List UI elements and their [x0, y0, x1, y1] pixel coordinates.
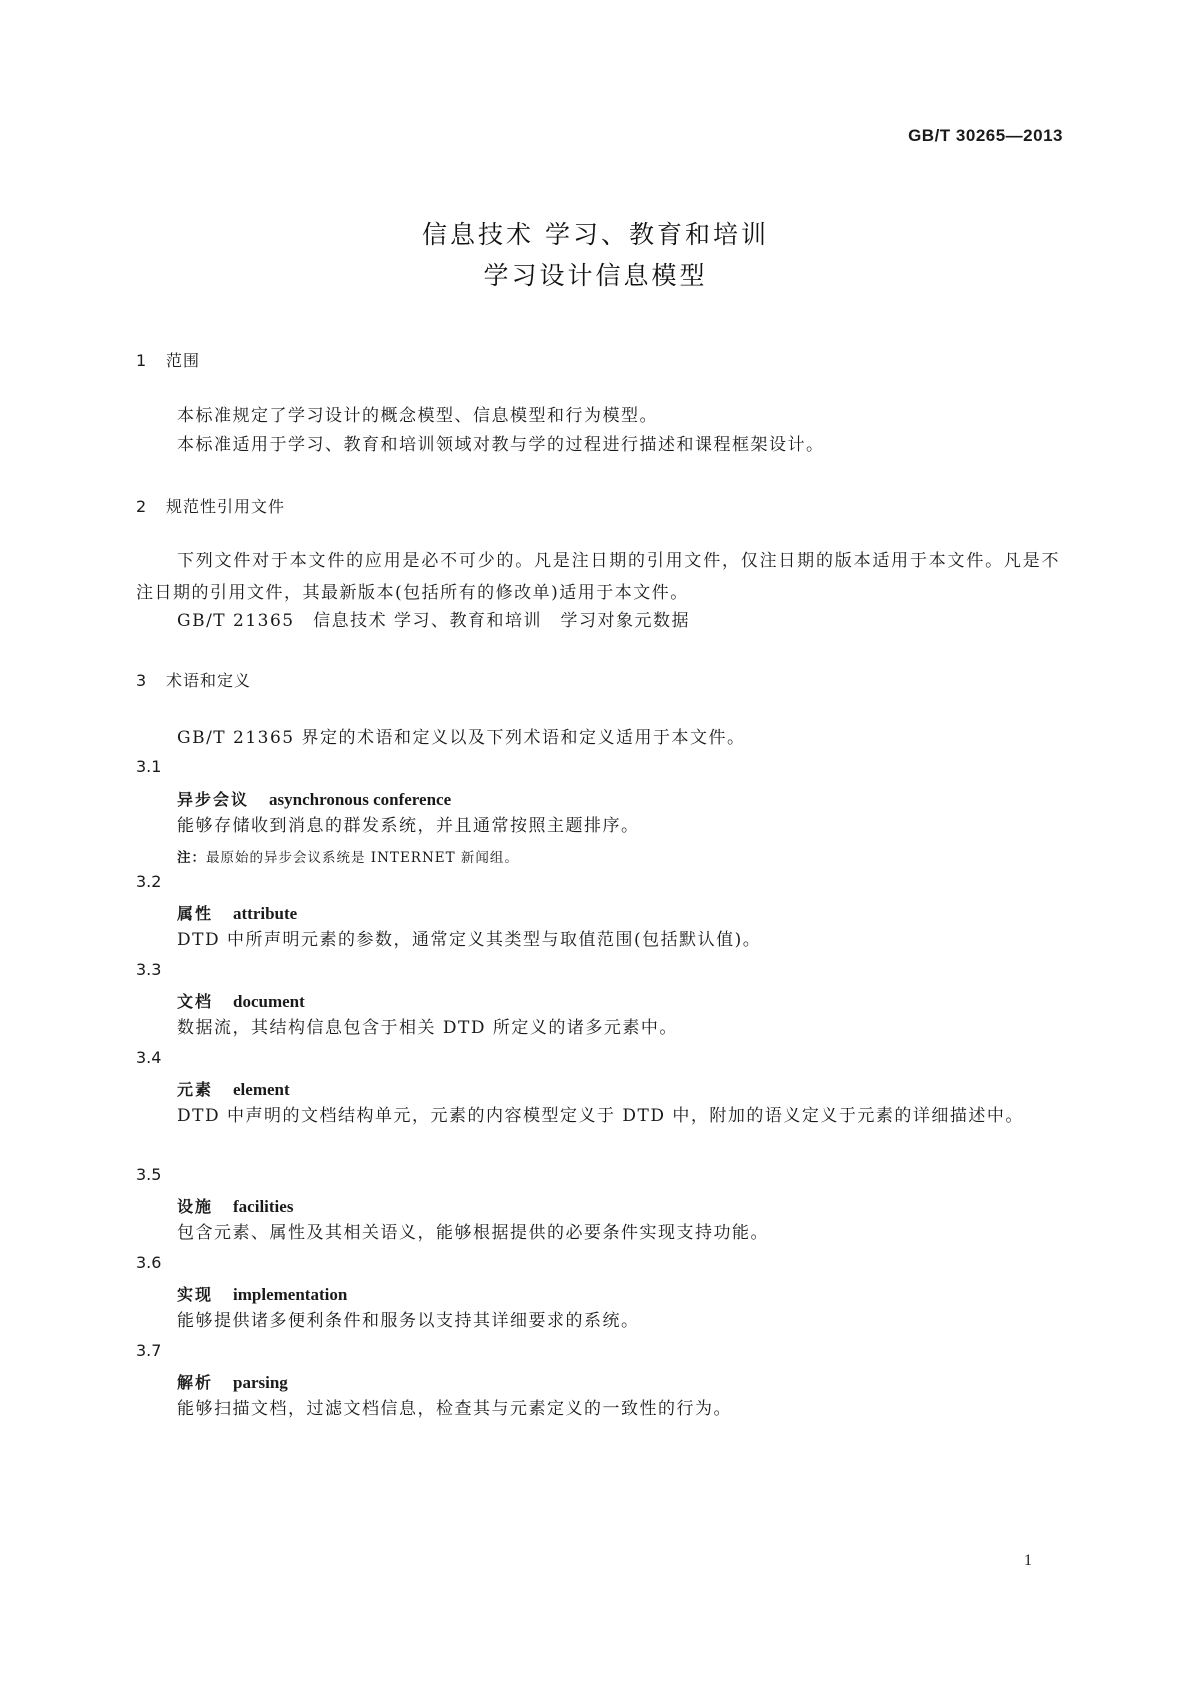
- section-number: 1: [136, 351, 148, 370]
- term-heading: [177, 1194, 293, 1217]
- term-zh: 实现: [177, 1285, 214, 1304]
- section-title: 范围: [166, 351, 201, 370]
- section-number: 3: [136, 671, 148, 690]
- term-heading: [177, 1077, 290, 1100]
- term-definition: 数据流，其结构信息包含于相关 DTD 所定义的诸多元素中。: [177, 1018, 678, 1038]
- section-1-heading: [136, 348, 200, 371]
- term-number: 3.2: [136, 872, 162, 891]
- term-definition: DTD 中所声明元素的参数，通常定义其类型与取值范围(包括默认值)。: [177, 930, 762, 950]
- term-number: 3.4: [136, 1048, 162, 1067]
- section-3-intro: GB/T 21365 界定的术语和定义以及下列术语和定义适用于本文件。: [177, 728, 746, 748]
- term-en: element: [233, 1080, 290, 1099]
- term-zh: 属性: [177, 904, 214, 923]
- term-zh: 元素: [177, 1080, 214, 1099]
- term-number: 3.7: [136, 1341, 162, 1360]
- section-2-heading: [136, 494, 285, 517]
- standard-code: GB/T 30265—2013: [908, 126, 1063, 145]
- term-definition: 能够扫描文档，过滤文档信息，检查其与元素定义的一致性的行为。: [177, 1399, 732, 1419]
- term-definition: DTD 中声明的文档结构单元，元素的内容模型定义于 DTD 中，附加的语义定义于元素的详细描述中。: [177, 1106, 1024, 1126]
- section-1-paragraph-2: 本标准适用于学习、教育和培训领域对教与学的过程进行描述和课程框架设计。: [177, 435, 825, 455]
- term-heading: [177, 1282, 347, 1305]
- term-heading: [177, 989, 305, 1012]
- term-en: asynchronous conference: [269, 790, 452, 809]
- term-definition: 包含元素、属性及其相关语义，能够根据提供的必要条件实现支持功能。: [177, 1223, 769, 1243]
- term-number: 3.5: [136, 1165, 162, 1184]
- term-en: facilities: [233, 1197, 294, 1216]
- term-number: 3.1: [136, 757, 162, 776]
- term-heading: [177, 901, 297, 924]
- term-zh: 异步会议: [177, 790, 250, 809]
- term-zh: 解析: [177, 1373, 214, 1392]
- document-title-line2: 学习设计信息模型: [483, 261, 708, 290]
- section-2-paragraph-1: 下列文件对于本文件的应用是必不可少的。凡是注日期的引用文件，仅注日期的版本适用于本文件。凡是不注日期的引用文件，其最新版本(包括所有的修改单)适用于本文件。: [136, 551, 1060, 603]
- term-en: document: [233, 992, 305, 1011]
- section-title: 规范性引用文件: [166, 497, 286, 516]
- term-definition: 能够存储收到消息的群发系统，并且通常按照主题排序。: [177, 816, 640, 836]
- section-title: 术语和定义: [166, 671, 252, 690]
- term-zh: 文档: [177, 992, 214, 1011]
- note-text: 最原始的异步会议系统是 INTERNET 新闻组。: [206, 850, 519, 866]
- term-en: attribute: [233, 904, 298, 923]
- term-number: 3.6: [136, 1253, 162, 1272]
- term-heading: [177, 787, 451, 810]
- normative-reference: GB/T 21365 信息技术 学习、教育和培训 学习对象元数据: [177, 611, 691, 631]
- document-title-line1: 信息技术 学习、教育和培训: [422, 220, 769, 249]
- term-number: 3.3: [136, 960, 162, 979]
- section-3-heading: [136, 668, 251, 691]
- term-definition: 能够提供诸多便利条件和服务以支持其详细要求的系统。: [177, 1311, 640, 1331]
- term-en: implementation: [233, 1285, 348, 1304]
- section-number: 2: [136, 497, 148, 516]
- page-number: 1: [1024, 1552, 1032, 1569]
- term-zh: 设施: [177, 1197, 214, 1216]
- term-heading: [177, 1370, 288, 1393]
- term-note: [177, 846, 519, 866]
- section-1-paragraph-1: 本标准规定了学习设计的概念模型、信息模型和行为模型。: [177, 406, 658, 426]
- note-label: 注：: [177, 850, 206, 866]
- term-en: parsing: [233, 1373, 288, 1392]
